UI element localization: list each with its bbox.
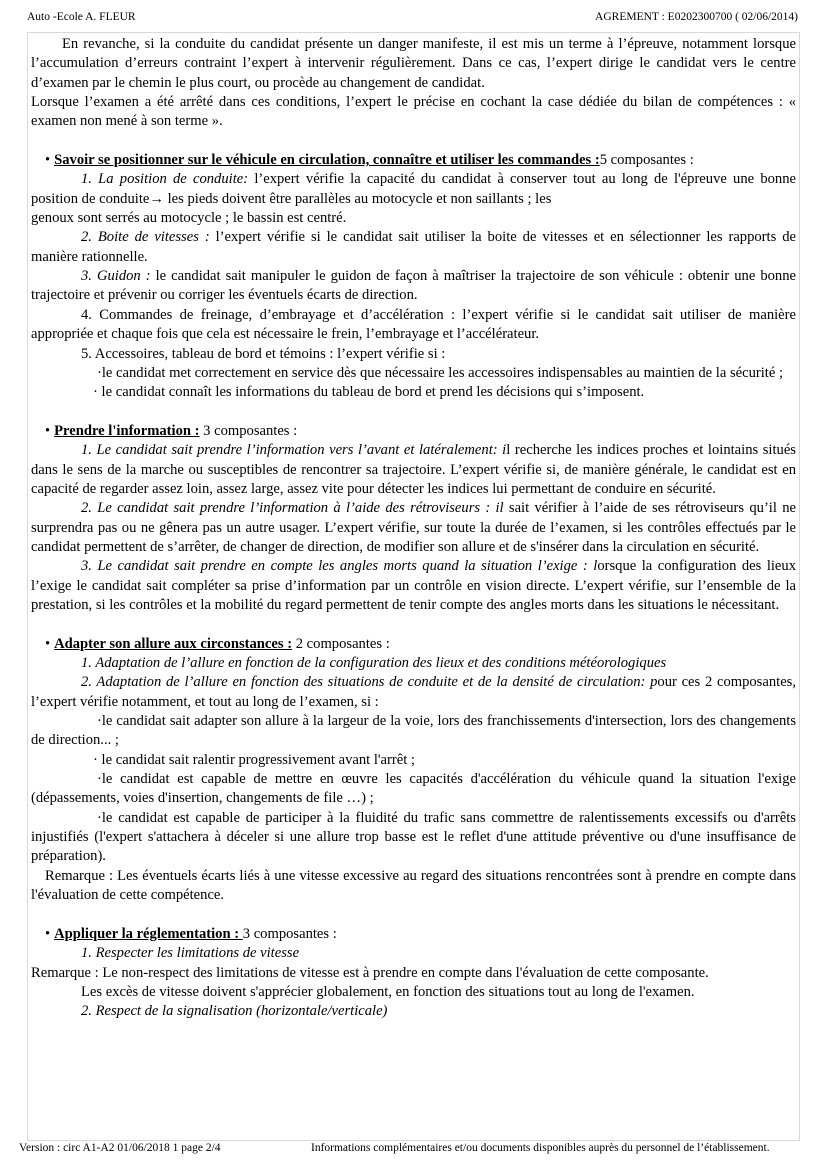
component-guidon: 3. Guidon : le candidat sait manipuler le guidon de façon à maîtriser la trajectoire de son véhicule : obtenir une bonne trajectoire et prévenir ou corriger les éventuels écarts de direction. [31, 268, 796, 304]
section-title: Appliquer la réglementation : [54, 925, 243, 942]
bullet-icon: • [45, 635, 51, 652]
allure-point-3: ·le candidat est capable de mettre en œuvre les capacités d'accélération du véhicule quand la situation l'exige (dépassements, voies d'insertion, changements de file …) ; [31, 771, 796, 807]
middot-icon: · [93, 384, 98, 401]
section-heading-reglementation [31, 925, 796, 944]
footer-info: Informations complémentaires et/ou documents disponibles auprès du personnel de l’établissement. [311, 1142, 770, 1154]
section-heading-allure [31, 635, 796, 654]
allure-point-1: ·le candidat sait adapter son allure à la largeur de la voie, lors des franchissements d'intersection, lors des changements de direction... ; [31, 713, 796, 749]
section-heading-information [31, 422, 796, 441]
section-title: Prendre l'information : [54, 422, 200, 439]
component-commandes: 4. Commandes de freinage, d’embrayage et d’accélération : l’expert vérifie si le candidat sait utiliser de manière appropriée et chaque fois que cela est nécessaire le frein, l’embrayage et l’accélérateur. [31, 306, 796, 343]
accessoires-point-2: · le candidat connaît les informations du tableau de bord et prend les décisions qui s’imposent. [93, 384, 645, 401]
section-title: Adapter son allure aux circonstances : [54, 635, 293, 652]
section-count: 3 composantes : [199, 422, 298, 439]
component-position: 1. La position de conduite: l’expert vérifie la capacité du candidat à conserver tout au long de l'épreuve une bonne position de conduite→ les pieds doivent être parallèles au motocycle et non saillants ; les [31, 171, 796, 207]
accessoires-point-1: ·le candidat met correctement en service dès que nécessaire les accessoires indispensables au maintien de la sécurité ; [97, 364, 784, 381]
component-angles-morts: 3. Le candidat sait prendre en compte les angles morts quand la situation l’exige : lorsque la configuration des lieux l’exige le candidat sait compléter sa prise d’information par un contrôle en vision directe. L’expert vérifie, sur l’ensemble de la prestation, si les contrôles et la mobilité du regard permettent de tenir compte des angles morts dans les situations le nécessitant. [31, 558, 796, 613]
vitesse-remark-2: Les excès de vitesse doivent s'apprécier globalement, en fonction des situations tout au long de l'examen. [81, 983, 695, 1000]
middot-icon: · [97, 364, 102, 381]
intro-paragraph-1: En revanche, si la conduite du candidat présente un danger manifeste, il est mis un terme à l’épreuve, notamment lorsque l’accumulation d’erreurs contraint l’expert à intervenir régulièrement. Dans ce cas, l’expert dirige le candidat vers le centre d’examen par le chemin le plus court, ou procède au changement de candidat. [31, 36, 796, 91]
section-heading-positionner [31, 151, 796, 170]
section-title: Savoir se positionner sur le véhicule en circulation, connaître et utiliser les commandes : [54, 152, 600, 169]
section-count: 2 composantes : [292, 635, 390, 652]
footer-version: Version : circ A1-A2 01/06/2018 1 page 2/4 [19, 1142, 221, 1154]
section-count: 3 composantes : [242, 925, 337, 942]
vitesse-remark: Remarque : Le non-respect des limitations de vitesse est à prendre en compte dans l'évaluation de cette composante. [31, 964, 709, 981]
component-signalisation: 2. Respect de la signalisation (horizontale/verticale) [81, 1003, 388, 1020]
bullet-icon: • [45, 152, 51, 169]
component-configuration: 1. Adaptation de l’allure en fonction de la configuration des lieux et des conditions météorologiques [81, 655, 667, 671]
allure-point-2: · le candidat sait ralentir progressivement avant l'arrêt ; [93, 751, 415, 768]
allure-point-4: ·le candidat est capable de participer à la fluidité du trafic sans commettre de ralentissements excessifs ou d'arrêts injustifiés (l'expert s'attachera à déceler si une allure trop basse est le reflet d'une attitude préventive ou d'une insuffisance de préparation). [31, 809, 796, 865]
middot-icon: · [93, 751, 98, 768]
bullet-icon: • [45, 925, 51, 942]
component-retroviseurs: 2. Le candidat sait prendre l’information à l’aide des rétroviseurs : il sait vérifier à l’aide de ses rétroviseurs qu’il ne surprendra pas ou ne gênera pas un autre usager. L’expert vérifie, sur toute la durée de l’examen, si les contrôles effectués par le candidat permettent de s’arrêter, de changer de direction, de modifier son allure et de s'insérer dans la circulation en sécurité. [31, 500, 796, 555]
header-agreement: AGREMENT : E0202300700 ( 02/06/2014) [595, 11, 798, 23]
allure-remark: Remarque : Les éventuels écarts liés à une vitesse excessive au regard des situations rencontrées sont à prendre en compte dans l'évaluation de cette compétence. [31, 867, 796, 904]
bullet-icon: • [45, 422, 51, 439]
middot-icon: · [97, 713, 102, 730]
component-position-cont: genoux sont serrés au motocycle ; le bassin est centré. [31, 210, 347, 227]
component-accessoires: 5. Accessoires, tableau de bord et témoins : l’expert vérifie si : [81, 345, 446, 362]
middot-icon: · [97, 771, 102, 788]
component-boite: 2. Boite de vitesses : l’expert vérifie si le candidat sait utiliser la boite de vitesses et en sélectionner les rapports de manière rationnelle. [31, 229, 796, 265]
component-situations: 2. Adaptation de l’allure en fonction des situations de conduite et de la densité de circulation: pour ces 2 composantes, l’expert vérifie notamment, et tout au long de l’examen, si : [31, 674, 796, 710]
arrow-icon: → [149, 190, 164, 207]
middot-icon: · [97, 809, 102, 826]
section-count: 5 composantes : [599, 152, 694, 169]
header-school-name: Auto -Ecole A. FLEUR [27, 11, 136, 23]
document-body [31, 35, 796, 1022]
component-vitesse: 1. Respecter les limitations de vitesse [81, 945, 300, 962]
component-avant: 1. Le candidat sait prendre l’information vers l’avant et latéralement: il recherche les indices proches et lointains situés dans le sens de la marche ou susceptibles de rencontrer sa trajectoire. L’expert vérifie si, de manière générale, le candidat est en capacité de regarder assez loin, assez large, assez vite pour détecter les indices lui permettant de conduire en sécurité. [31, 442, 796, 497]
intro-paragraph-2: Lorsque l’examen a été arrêté dans ces conditions, l’expert le précise en cochant la case dédiée du bilan de compétences : « examen non mené à son terme ». [31, 94, 796, 130]
